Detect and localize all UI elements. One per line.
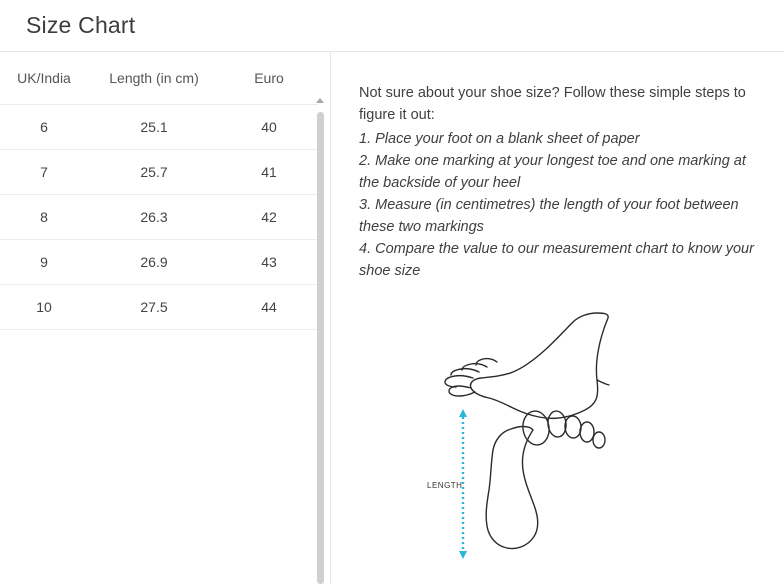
column-header-uk-india: UK/India <box>0 52 88 105</box>
cell-length: 27.5 <box>88 285 220 330</box>
instructions-pane <box>331 52 784 584</box>
cell-length: 25.1 <box>88 105 220 150</box>
size-table <box>0 52 318 330</box>
cell-uk-india: 10 <box>0 285 88 330</box>
cell-euro: 43 <box>220 240 318 285</box>
cell-euro: 41 <box>220 150 318 195</box>
table-row <box>0 150 318 195</box>
instruction-step-1: 1. Place your foot on a blank sheet of paper <box>359 131 640 147</box>
scrollbar-thumb[interactable] <box>317 112 324 584</box>
table-row <box>0 105 318 150</box>
length-label: LENGTH <box>426 481 462 490</box>
size-table-pane <box>0 52 331 584</box>
page-header <box>0 0 784 52</box>
cell-length: 26.3 <box>88 195 220 240</box>
page-title: Size Chart <box>26 12 136 38</box>
page-content <box>0 52 784 584</box>
column-header-euro: Euro <box>220 52 318 105</box>
cell-euro: 42 <box>220 195 318 240</box>
cell-uk-india: 7 <box>0 150 88 195</box>
cell-euro: 40 <box>220 105 318 150</box>
table-header-row <box>0 52 318 105</box>
table-row <box>0 285 318 330</box>
column-header-length: Length (in cm) <box>88 52 220 105</box>
table-row <box>0 240 318 285</box>
instruction-step-3: 3. Measure (in centimetres) the length of your foot between these two markings <box>359 197 739 235</box>
cell-uk-india: 6 <box>0 105 88 150</box>
cell-length: 26.9 <box>88 240 220 285</box>
size-table-body <box>0 105 318 330</box>
cell-uk-india: 8 <box>0 195 88 240</box>
instructions-text <box>359 82 756 282</box>
size-table-wrap <box>0 52 318 330</box>
cell-length: 25.7 <box>88 150 220 195</box>
cell-uk-india: 9 <box>0 240 88 285</box>
table-row <box>0 195 318 240</box>
instruction-step-4: 4. Compare the value to our measurement chart to know your shoe size <box>359 241 754 279</box>
size-table-head <box>0 52 318 105</box>
scroll-up-arrow-icon[interactable] <box>316 98 324 103</box>
table-scrollbar[interactable] <box>317 112 324 584</box>
cell-euro: 44 <box>220 285 318 330</box>
foot-diagram-icon <box>393 312 723 562</box>
instructions-lead: Not sure about your shoe size? Follow these simple steps to figure it out: <box>359 85 746 123</box>
foot-measurement-figure <box>359 312 756 562</box>
instruction-step-2: 2. Make one marking at your longest toe and one marking at the backside of your heel <box>359 153 746 191</box>
